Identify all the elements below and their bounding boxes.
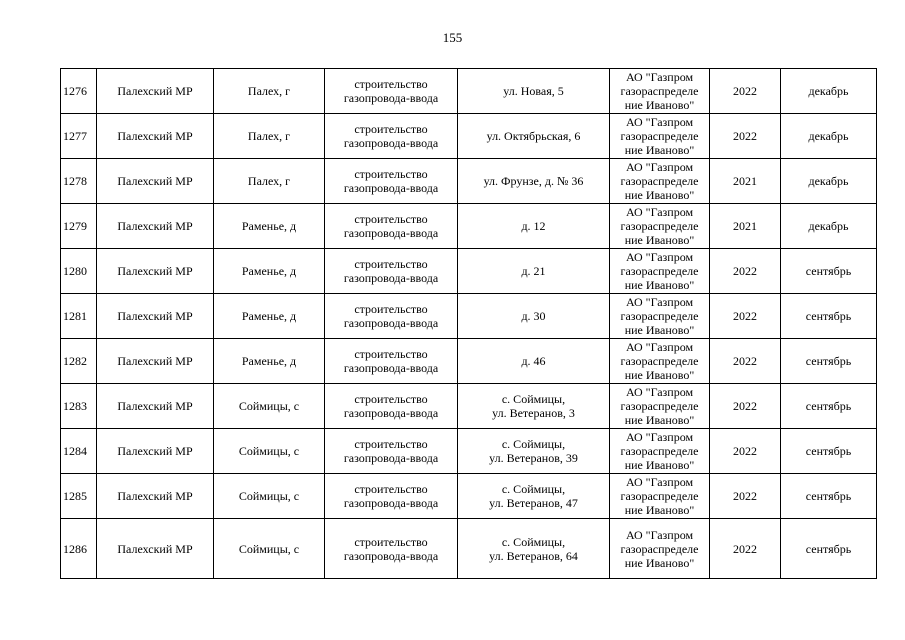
district-cell: Палехский МР <box>97 249 214 294</box>
address-cell-line: ул. Ветеранов, 3 <box>492 406 575 420</box>
organization-cell-line: ние Иваново" <box>624 278 695 292</box>
settlement-cell: Соймицы, с <box>214 519 325 579</box>
row-number-cell: 1284 <box>61 429 97 474</box>
organization-cell-line: ние Иваново" <box>624 503 695 517</box>
work-type-cell-line: строительство <box>354 77 428 91</box>
organization-cell-line: АО "Газпром <box>625 340 694 354</box>
organization-cell-line: газораспределе <box>620 489 699 503</box>
organization-cell-line: газораспределе <box>620 541 699 556</box>
organization-cell-line: газораспределе <box>620 264 699 278</box>
address-cell-line: д. 21 <box>521 264 546 278</box>
district-cell: Палехский МР <box>97 294 214 339</box>
organization-cell <box>610 204 710 249</box>
address-cell-line: ул. Новая, 5 <box>503 84 564 98</box>
row-number-cell: 1282 <box>61 339 97 384</box>
district-cell: Палехский МР <box>97 384 214 429</box>
table-row <box>61 474 877 519</box>
work-type-cell-line: строительство <box>354 257 428 271</box>
organization-cell-line: АО "Газпром <box>625 250 694 264</box>
row-number-cell: 1279 <box>61 204 97 249</box>
organization-cell-line: АО "Газпром <box>625 160 694 174</box>
row-number-cell: 1277 <box>61 114 97 159</box>
address-cell <box>458 114 610 159</box>
year-cell: 2022 <box>710 429 781 474</box>
work-type-cell <box>325 114 458 159</box>
year-cell: 2021 <box>710 159 781 204</box>
month-cell: декабрь <box>781 204 877 249</box>
row-number-cell: 1276 <box>61 69 97 114</box>
organization-cell-line: АО "Газпром <box>625 527 694 542</box>
row-number-cell: 1280 <box>61 249 97 294</box>
work-type-cell-line: газопровода-ввода <box>343 406 439 420</box>
district-cell: Палехский МР <box>97 159 214 204</box>
district-cell: Палехский МР <box>97 519 214 579</box>
work-type-cell-line: газопровода-ввода <box>343 496 439 510</box>
month-cell: сентябрь <box>781 519 877 579</box>
address-cell-line: д. 46 <box>521 354 546 368</box>
month-cell: сентябрь <box>781 339 877 384</box>
work-type-cell-line: строительство <box>354 167 428 181</box>
month-cell: сентябрь <box>781 294 877 339</box>
organization-cell-line: ние Иваново" <box>624 188 695 202</box>
row-number-cell: 1286 <box>61 519 97 579</box>
row-number-cell: 1281 <box>61 294 97 339</box>
organization-cell <box>610 294 710 339</box>
work-type-cell-line: газопровода-ввода <box>343 91 439 105</box>
work-type-cell-line: газопровода-ввода <box>343 181 439 195</box>
address-cell <box>458 294 610 339</box>
organization-cell-line: АО "Газпром <box>625 385 694 399</box>
work-type-cell <box>325 339 458 384</box>
address-cell-line: ул. Ветеранов, 39 <box>489 451 578 465</box>
address-cell-line: ул. Ветеранов, 64 <box>489 548 578 563</box>
address-cell-line: д. 30 <box>521 309 546 323</box>
address-cell-line: д. 12 <box>521 219 546 233</box>
district-cell: Палехский МР <box>97 339 214 384</box>
work-type-cell-line: строительство <box>354 482 428 496</box>
organization-cell-line: ние Иваново" <box>624 323 695 337</box>
settlement-cell: Палех, г <box>214 69 325 114</box>
work-type-cell-line: газопровода-ввода <box>343 451 439 465</box>
year-cell: 2022 <box>710 294 781 339</box>
organization-cell <box>610 339 710 384</box>
work-type-cell <box>325 519 458 579</box>
organization-cell-line: газораспределе <box>620 84 699 98</box>
organization-cell-line: АО "Газпром <box>625 70 694 84</box>
year-cell: 2021 <box>710 204 781 249</box>
year-cell: 2022 <box>710 69 781 114</box>
work-type-cell-line: строительство <box>354 437 428 451</box>
table-row <box>61 339 877 384</box>
row-number-cell: 1285 <box>61 474 97 519</box>
year-cell: 2022 <box>710 339 781 384</box>
year-cell: 2022 <box>710 384 781 429</box>
address-cell <box>458 249 610 294</box>
year-cell: 2022 <box>710 114 781 159</box>
organization-cell-line: газораспределе <box>620 354 699 368</box>
work-type-cell-line: строительство <box>354 392 428 406</box>
organization-cell-line: АО "Газпром <box>625 475 694 489</box>
organization-cell <box>610 384 710 429</box>
address-cell-line: с. Соймицы, <box>501 392 566 406</box>
work-type-cell <box>325 429 458 474</box>
work-type-cell <box>325 249 458 294</box>
table-row <box>61 519 877 579</box>
organization-cell-line: ние Иваново" <box>624 458 695 472</box>
work-type-cell-line: газопровода-ввода <box>343 136 439 150</box>
organization-cell-line: газораспределе <box>620 174 699 188</box>
month-cell: декабрь <box>781 69 877 114</box>
organization-cell-line: ние Иваново" <box>624 143 695 157</box>
page-number: 155 <box>442 30 463 45</box>
district-cell: Палехский МР <box>97 474 214 519</box>
address-cell <box>458 474 610 519</box>
address-cell <box>458 519 610 579</box>
organization-cell-line: ние Иваново" <box>624 368 695 382</box>
address-cell <box>458 159 610 204</box>
organization-cell-line: АО "Газпром <box>625 115 694 129</box>
row-number-cell: 1278 <box>61 159 97 204</box>
settlement-cell: Раменье, д <box>214 204 325 249</box>
district-cell: Палехский МР <box>97 114 214 159</box>
year-cell: 2022 <box>710 474 781 519</box>
address-cell-line: с. Соймицы, <box>501 482 566 496</box>
address-cell <box>458 204 610 249</box>
address-cell <box>458 69 610 114</box>
work-type-cell <box>325 384 458 429</box>
organization-cell-line: ние Иваново" <box>624 233 695 247</box>
address-cell <box>458 429 610 474</box>
settlement-cell: Раменье, д <box>214 339 325 384</box>
table-row <box>61 429 877 474</box>
gas-connection-table <box>60 68 877 579</box>
organization-cell-line: газораспределе <box>620 129 699 143</box>
settlement-cell: Соймицы, с <box>214 429 325 474</box>
work-type-cell <box>325 159 458 204</box>
settlement-cell: Палех, г <box>214 159 325 204</box>
address-cell-line: ул. Октябрьская, 6 <box>486 129 581 143</box>
address-cell <box>458 384 610 429</box>
organization-cell-line: ние Иваново" <box>624 413 695 427</box>
table-row <box>61 159 877 204</box>
organization-cell <box>610 159 710 204</box>
address-cell <box>458 339 610 384</box>
table-row <box>61 114 877 159</box>
organization-cell-line: газораспределе <box>620 399 699 413</box>
district-cell: Палехский МР <box>97 204 214 249</box>
organization-cell <box>610 114 710 159</box>
table-row <box>61 204 877 249</box>
month-cell: сентябрь <box>781 384 877 429</box>
organization-cell <box>610 474 710 519</box>
work-type-cell <box>325 294 458 339</box>
address-cell-line: с. Соймицы, <box>501 534 566 549</box>
month-cell: декабрь <box>781 114 877 159</box>
work-type-cell <box>325 204 458 249</box>
settlement-cell: Соймицы, с <box>214 474 325 519</box>
work-type-cell-line: строительство <box>354 212 428 226</box>
organization-cell <box>610 69 710 114</box>
table-row <box>61 69 877 114</box>
address-cell-line: ул. Фрунзе, д. № 36 <box>483 174 584 188</box>
address-cell-line: ул. Ветеранов, 47 <box>489 496 578 510</box>
work-type-cell-line: газопровода-ввода <box>343 271 439 285</box>
table-row <box>61 249 877 294</box>
settlement-cell: Палех, г <box>214 114 325 159</box>
row-number-cell: 1283 <box>61 384 97 429</box>
work-type-cell <box>325 69 458 114</box>
month-cell: декабрь <box>781 159 877 204</box>
month-cell: сентябрь <box>781 249 877 294</box>
work-type-cell <box>325 474 458 519</box>
organization-cell <box>610 249 710 294</box>
organization-cell-line: АО "Газпром <box>625 430 694 444</box>
table-row <box>61 384 877 429</box>
work-type-cell-line: газопровода-ввода <box>343 361 439 375</box>
year-cell: 2022 <box>710 519 781 579</box>
organization-cell-line: газораспределе <box>620 309 699 323</box>
work-type-cell-line: строительство <box>354 302 428 316</box>
settlement-cell: Раменье, д <box>214 249 325 294</box>
year-cell: 2022 <box>710 249 781 294</box>
work-type-cell-line: газопровода-ввода <box>343 226 439 240</box>
settlement-cell: Раменье, д <box>214 294 325 339</box>
district-cell: Палехский МР <box>97 429 214 474</box>
organization-cell-line: ние Иваново" <box>624 555 695 570</box>
work-type-cell-line: газопровода-ввода <box>343 316 439 330</box>
organization-cell-line: ние Иваново" <box>624 98 695 112</box>
month-cell: сентябрь <box>781 429 877 474</box>
work-type-cell-line: газопровода-ввода <box>343 548 439 563</box>
organization-cell-line: АО "Газпром <box>625 205 694 219</box>
work-type-cell-line: строительство <box>354 122 428 136</box>
district-cell: Палехский МР <box>97 69 214 114</box>
address-cell-line: с. Соймицы, <box>501 437 566 451</box>
organization-cell <box>610 429 710 474</box>
table-body <box>61 69 877 579</box>
work-type-cell-line: строительство <box>354 534 428 549</box>
settlement-cell: Соймицы, с <box>214 384 325 429</box>
organization-cell-line: АО "Газпром <box>625 295 694 309</box>
work-type-cell-line: строительство <box>354 347 428 361</box>
organization-cell <box>610 519 710 579</box>
organization-cell-line: газораспределе <box>620 444 699 458</box>
organization-cell-line: газораспределе <box>620 219 699 233</box>
month-cell: сентябрь <box>781 474 877 519</box>
table-row <box>61 294 877 339</box>
